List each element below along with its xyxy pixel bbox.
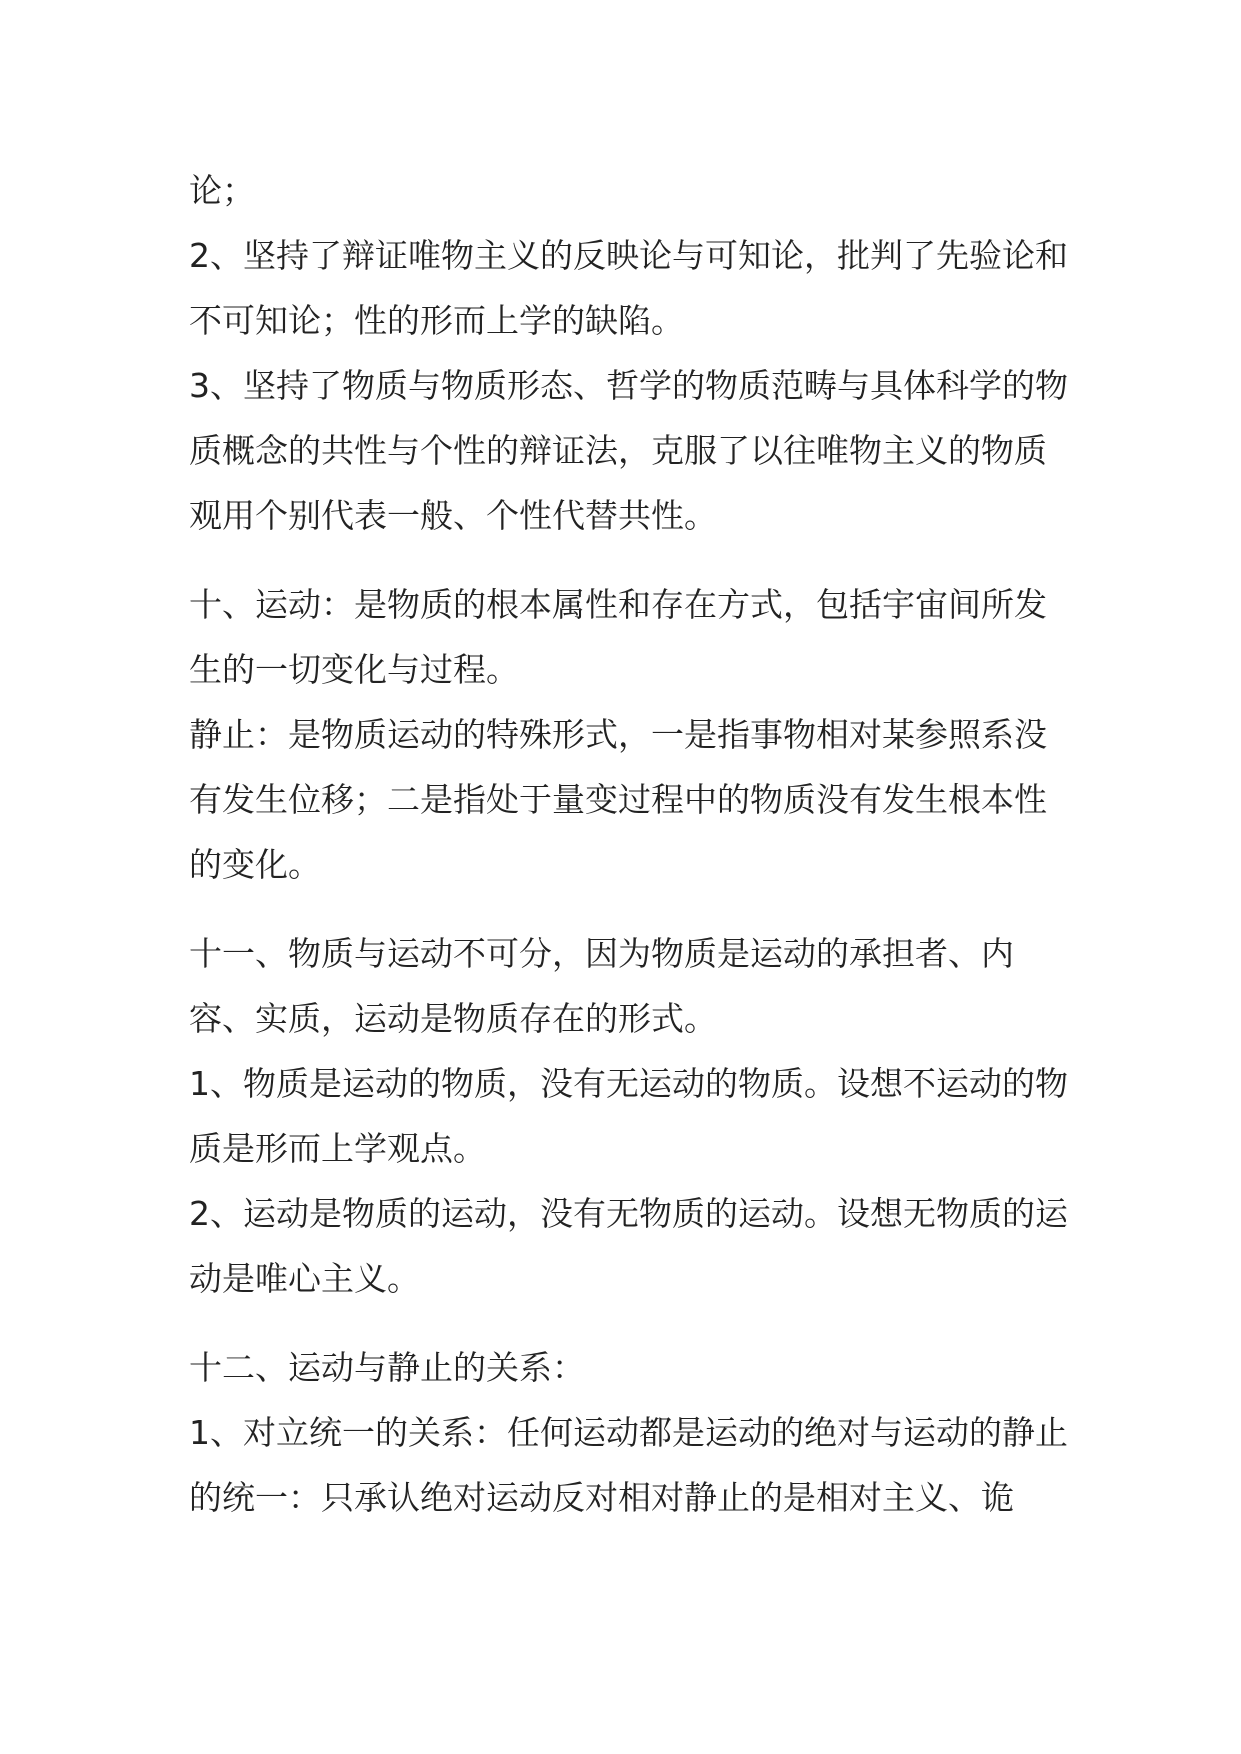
section-10-motion: 十、运动：是物质的根本属性和存在方式，包括宇宙间所发生的一切变化与过程。 (189, 585, 1047, 689)
paragraph-rest-definition: 静止：是物质运动的特殊形式，一是指事物相对某参照系没有发生位移；二是指处于量变过程中的物质没有发生根本性的变化。 (189, 715, 1047, 884)
paragraph-continuation: 论； (189, 171, 255, 210)
document-body (189, 158, 1069, 1530)
paragraph-gap (189, 548, 1069, 572)
paragraph-point-2: 2、运动是物质的运动，没有无物质的运动。设想无物质的运动是唯心主义。 (189, 1194, 1068, 1298)
paragraph-gap (189, 1311, 1069, 1335)
paragraph-point-1: 1、对立统一的关系：任何运动都是运动的绝对与运动的静止的统一：只承认绝对运动反对相对静止的是相对主义、诡 (189, 1413, 1068, 1517)
section-11-matter-motion: 十一、物质与运动不可分，因为物质是运动的承担者、内容、实质，运动是物质存在的形式。 (189, 934, 1014, 1038)
section-12-heading: 十二、运动与静止的关系： (189, 1348, 585, 1387)
paragraph-point-3: 3、坚持了物质与物质形态、哲学的物质范畴与具体科学的物质概念的共性与个性的辩证法，克服了以往唯物主义的物质观用个别代表一般、个性代替共性。 (189, 366, 1068, 535)
paragraph-point-1: 1、物质是运动的物质，没有无运动的物质。设想不运动的物质是形而上学观点。 (189, 1064, 1068, 1168)
paragraph-gap (189, 897, 1069, 921)
paragraph-point-2: 2、坚持了辩证唯物主义的反映论与可知论，批判了先验论和不可知论；性的形而上学的缺陷。 (189, 236, 1068, 340)
